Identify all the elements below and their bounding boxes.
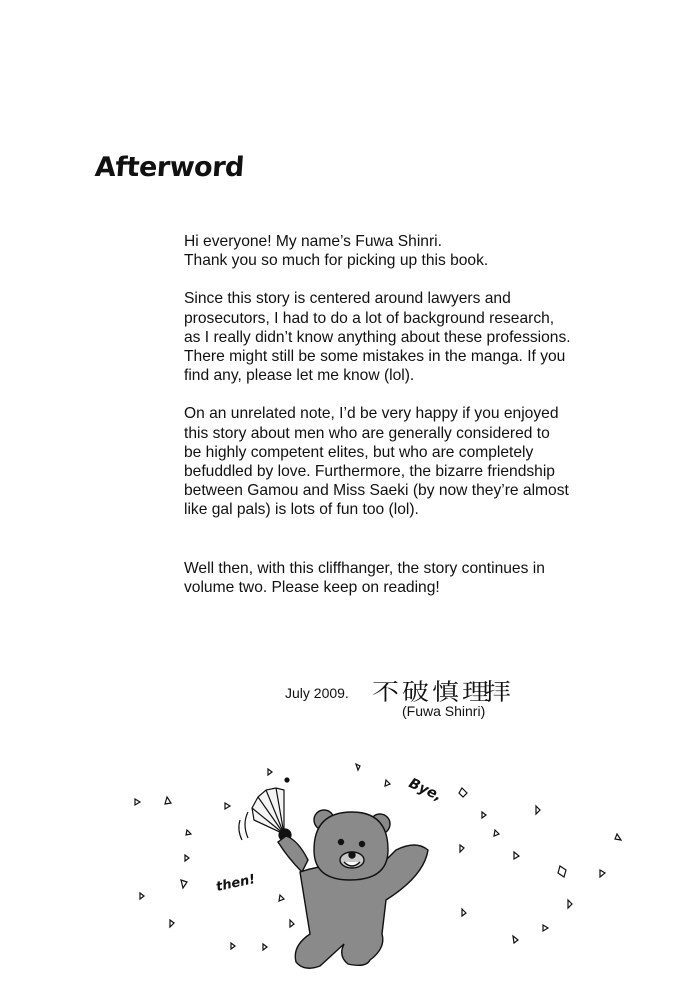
- text-line: volume two. Please keep on reading!: [184, 578, 440, 596]
- confetti-piece: [225, 803, 230, 809]
- text-line: prosecutors, I had to do a lot of background research,: [184, 309, 555, 327]
- confetti-piece: [568, 900, 572, 908]
- paragraph-2: [184, 289, 654, 385]
- text-line: There might still be some mistakes in the manga. If you: [184, 348, 566, 366]
- confetti-piece: [385, 780, 390, 786]
- signature-name-kanji: 不破慎理: [372, 678, 492, 706]
- confetti-piece: [514, 852, 519, 859]
- confetti-piece: [268, 769, 272, 775]
- signature-mark: 拝: [484, 678, 511, 706]
- confetti-piece: [185, 855, 189, 861]
- bear-illustration: [0, 750, 700, 987]
- afterword-body: [184, 232, 654, 616]
- bear-arm-left: [278, 836, 308, 872]
- text-line: befuddled by love. Furthermore, the bizarre friendship: [184, 463, 555, 481]
- fan: [239, 788, 291, 841]
- confetti-piece: [290, 920, 294, 927]
- confetti-piece: [543, 925, 548, 931]
- text-line: Hi everyone! My name’s Fuwa Shinri.: [184, 233, 442, 250]
- paragraph-3: [184, 404, 654, 519]
- text-line: as I really didn’t know anything about these professions.: [184, 328, 571, 346]
- confetti-piece: [140, 893, 144, 899]
- signature-name-romaji: (Fuwa Shinri): [402, 703, 486, 719]
- text-line: this story about men who are generally considered to: [184, 424, 550, 442]
- bear-eye-right: [360, 842, 365, 847]
- text-line: like gal pals) is lots of fun too (lol).: [184, 501, 419, 519]
- bear-head: [314, 812, 388, 880]
- confetti-piece: [231, 943, 235, 949]
- confetti-piece: [170, 920, 174, 927]
- text-line: Well then, with this cliffhanger, the story continues in: [184, 559, 545, 577]
- confetti-piece: [135, 799, 140, 805]
- confetti-piece: [165, 797, 171, 804]
- confetti-piece: [600, 870, 605, 877]
- confetti-piece: [263, 944, 267, 950]
- confetti-piece: [536, 806, 540, 814]
- paragraph-4: [184, 559, 654, 597]
- confetti-piece: [462, 909, 466, 916]
- bear-eye-left: [339, 840, 344, 845]
- confetti-piece: [279, 895, 284, 901]
- text-line: find any, please let me know (lol).: [184, 367, 415, 385]
- text-line: On an unrelated note, I’d be very happy if you enjoyed: [184, 405, 559, 423]
- confetti-piece: [285, 778, 289, 782]
- confetti-piece: [181, 880, 187, 888]
- afterword-title: Afterword: [93, 152, 245, 183]
- confetti-piece: [460, 845, 464, 852]
- bear-nose: [349, 852, 355, 858]
- confetti-piece: [459, 788, 467, 797]
- confetti-piece: [356, 764, 360, 770]
- bye-caption: Bye,: [406, 775, 445, 805]
- bear: [278, 810, 428, 968]
- confetti-piece: [482, 812, 486, 818]
- text-line: Since this story is centered around lawyers and: [184, 290, 511, 308]
- confetti-piece: [558, 866, 566, 877]
- text-line: between Gamou and Miss Saeki (by now they’re almost: [184, 482, 569, 500]
- then-caption: then!: [214, 872, 257, 895]
- paragraph-1: [184, 232, 654, 270]
- confetti-piece: [615, 834, 621, 840]
- text-line: be highly competent elites, but who are completely: [184, 443, 534, 461]
- confetti-piece: [494, 830, 499, 836]
- confetti-piece: [186, 830, 191, 835]
- confetti-piece: [513, 936, 518, 943]
- signature-date: July 2009.: [285, 685, 349, 701]
- text-line: Thank you so much for picking up this book.: [184, 252, 489, 270]
